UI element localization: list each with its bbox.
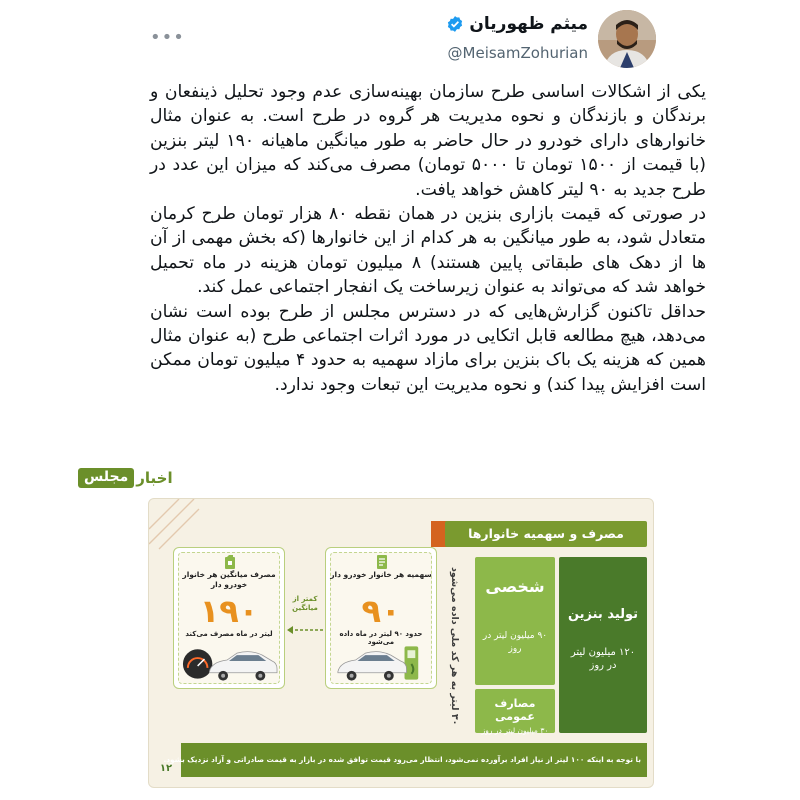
tweet-header <box>0 0 800 80</box>
more-options-icon[interactable]: ••• <box>150 27 185 48</box>
document-icon <box>374 554 390 570</box>
current-consumption-value: ۱۹۰ <box>199 592 259 630</box>
infographic-footer-note: با توجه به اینکه ۱۰۰ لیتر از نیاز افراد برآورده نمی‌شود، انتظار می‌رود قیمت توافق شده در بازار به قیمت صادراتی و آزاد نزدیک بشود. <box>181 743 647 777</box>
supply-block <box>559 557 647 733</box>
public-amount: ۳۰ میلیون لیتر در روز <box>481 726 549 735</box>
tweet-paragraph: یکی از اشکالات اساسی طرح سازمان بهینه‌سازی عدم وجود تحلیل ذینفعان و برندگان و بازندگان و نحوه مدیریت هر گروه در طرح است. به عنوان مثال خانوارهای دارای خودرو در حال حاضر به طور میانگین ماهیانه ۱۹۰ لیتر بنزین (با قیمت از ۱۵۰۰ تومان تا ۵۰۰۰ تومان) مصرف می‌کند که میزان این عدد در طرح جدید به ۹۰ لیتر کاهش خواهد یافت. <box>150 82 707 200</box>
car-icon <box>180 640 278 684</box>
infographic-title: مصرف و سهمیه خانوارها <box>445 521 647 547</box>
car-with-gauge-illustration <box>180 640 278 684</box>
tweet-text <box>150 80 706 397</box>
personal-amount: ۹۰ میلیون لیتر در روز <box>482 631 548 654</box>
below-average-label: کمتر از میانگین <box>292 595 318 612</box>
new-quota-caption: سهمیه هر خانوار خودرو دار <box>330 570 432 579</box>
page-number: ۱۲ <box>159 763 173 774</box>
new-quota-sub: حدود ۹۰ لیتر در ماه داده می‌شود <box>339 630 423 646</box>
public-title: مصارف عمومی <box>494 697 536 723</box>
new-quota-value: ۹۰ <box>361 592 401 630</box>
current-consumption-sub: لیتر در ماه مصرف می‌کند <box>185 630 273 638</box>
public-block <box>475 689 555 733</box>
watermark-logo <box>78 466 173 490</box>
car-icon <box>332 640 430 684</box>
author-name-row[interactable] <box>446 14 588 34</box>
supply-amount: ۱۲۰ میلیون لیتر در روز <box>570 647 636 671</box>
author-handle[interactable]: @MeisamZohurian <box>447 44 588 62</box>
avatar[interactable] <box>598 10 656 68</box>
new-quota-panel <box>325 547 437 689</box>
supply-title: تولید بنزین <box>567 607 639 622</box>
current-consumption-caption: مصرف میانگین هر خانوار خودرو دار <box>182 570 276 589</box>
arrow-icon <box>285 625 325 635</box>
infographic-image[interactable] <box>148 498 654 788</box>
gauge-icon <box>183 649 212 678</box>
tweet-paragraph: حداقل تاکنون گزارش‌هایی که در دسترس مجلس از طرح بوده است نشان می‌دهد، هیچ مطالعه قابل اتکایی در مورد اثرات اجتماعی طرح (به عنوان مثال همین که هزینه یک باک بنزین برای مازاد سهمیه به حدود ۴ میلیون تومان ممکن است افزایش پیدا کند) و نحوه مدیریت این تبعات وجود ندارد. <box>150 301 706 395</box>
personal-block <box>475 557 555 685</box>
personal-title: شخصی <box>485 577 545 596</box>
fuel-can-icon <box>222 554 238 570</box>
car-with-pump-illustration <box>332 640 430 684</box>
current-consumption-panel <box>173 547 285 689</box>
tweet-paragraph: در صورتی که قیمت بازاری بنزین در همان نقطه ۸۰ هزار تومان طرح کرمان متعادل شود، به طور میانگین به هر کدام از این خانوارها (که بخش مهمی از آن ها از دهک های طبقاتی پایین هستند) ۸ میلیون تومان هزینه در ماه تحمیل خواهد شد که می‌تواند به عنوان زیرساخت یک انفجار اجتماعی عمل کند. <box>150 204 707 298</box>
watermark-word-2: مجلس <box>78 468 134 488</box>
watermark-word-1: اخبار <box>136 469 173 487</box>
quota-vertical-note: ۳۰ لیتر به هر کد ملی داده می‌شود <box>449 566 460 726</box>
author-name[interactable]: میثم ظهوریان <box>469 14 588 34</box>
verified-badge-icon <box>446 15 464 33</box>
